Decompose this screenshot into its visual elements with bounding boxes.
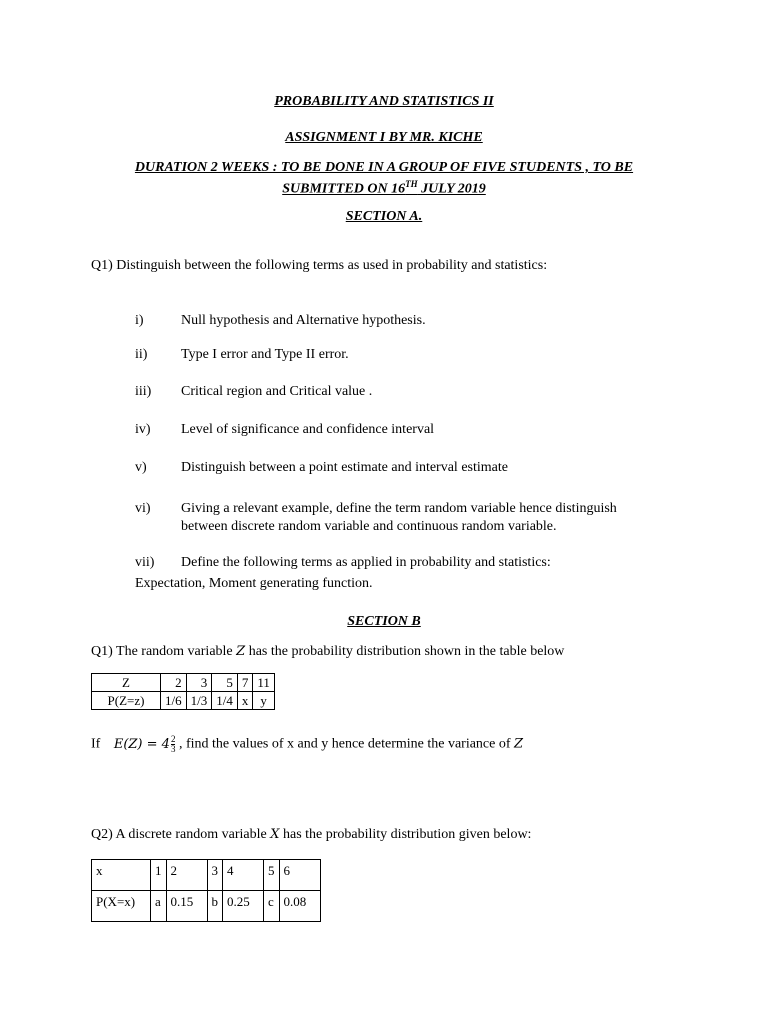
table-cell: x [237, 692, 253, 710]
q2-text-end: has the probability distribution given below: [279, 827, 532, 842]
distribution-table-z [91, 673, 275, 710]
table-cell: 0.25 [223, 891, 264, 922]
table-cell: x [92, 860, 151, 891]
table-cell: 5 [212, 674, 238, 692]
item-text: Distinguish between a point estimate and interval estimate [181, 460, 508, 475]
date-superscript: TH [405, 179, 418, 189]
duration-line-2 [0, 179, 768, 198]
table-row [92, 674, 275, 692]
table-row [92, 860, 321, 891]
duration-line-1: DURATION 2 WEEKS : TO BE DONE IN A GROUP OF FIVE STUDENTS , TO BE [134, 160, 634, 175]
item-number: ii) [135, 347, 148, 362]
item-number: v) [135, 460, 147, 475]
variable-x: X [270, 827, 280, 842]
item-number: i) [135, 313, 144, 328]
table-row [92, 692, 275, 710]
table-cell: b [207, 891, 223, 922]
table-cell: Z [92, 674, 161, 692]
variable-z: Z [514, 736, 524, 752]
table-cell: 1 [151, 860, 167, 891]
item-text-continued: Expectation, Moment generating function. [135, 576, 373, 591]
item-text: Level of significance and confidence interval [181, 422, 435, 437]
item-number: vi) [135, 501, 151, 516]
table-cell: y [253, 692, 275, 710]
expectation-expression: E(Z) = 4 [113, 736, 170, 752]
submit-date-prefix: SUBMITTED ON 16 [282, 181, 406, 197]
table-cell: P(X=x) [92, 891, 151, 922]
item-number: iii) [135, 384, 152, 399]
submit-date-suffix: JULY 2019 [417, 181, 486, 197]
item-text: Define the following terms as applied in probability and statistics: [181, 555, 551, 570]
table-cell: 2 [166, 860, 207, 891]
table-cell: a [151, 891, 167, 922]
fraction-numerator: 2 [170, 734, 176, 744]
table-cell: 3 [207, 860, 223, 891]
section-a-q1: Q1) Distinguish between the following terms as used in probability and statistics: [91, 258, 548, 273]
if-label: If [91, 736, 101, 752]
distribution-table-x [91, 859, 321, 922]
table-cell: 1/4 [212, 692, 238, 710]
table-cell: 5 [264, 860, 280, 891]
section-b-q1 [91, 644, 564, 660]
item-text: Critical region and Critical value . [181, 384, 373, 399]
expectation-line [91, 735, 523, 754]
section-a-title: SECTION A. [345, 209, 423, 224]
fraction-denominator: 3 [170, 744, 176, 754]
table-row [92, 891, 321, 922]
table-cell: c [264, 891, 280, 922]
table-cell: 4 [223, 860, 264, 891]
section-b-title: SECTION B [347, 614, 421, 629]
table-cell: 1/3 [186, 692, 212, 710]
table-cell: 1/6 [161, 692, 187, 710]
section-b-q2 [91, 827, 531, 843]
table-cell: P(Z=z) [92, 692, 161, 710]
table-cell: 0.15 [166, 891, 207, 922]
table-cell: 7 [237, 674, 253, 692]
expectation-text: , find the values of x and y hence determine the variance of [175, 736, 515, 752]
item-text-continued: between discrete random variable and continuous random variable. [181, 519, 557, 534]
table-cell: 3 [186, 674, 212, 692]
item-number: vii) [135, 555, 155, 570]
item-number: iv) [135, 422, 151, 437]
table-cell: 11 [253, 674, 275, 692]
q2-text-start: Q2) A discrete random variable [91, 827, 271, 842]
variable-z: Z [236, 644, 246, 659]
item-text: Type I error and Type II error. [181, 347, 349, 362]
q1-text-start: Q1) The random variable [91, 644, 237, 659]
table-cell: 0.08 [279, 891, 320, 922]
item-text: Giving a relevant example, define the term random variable hence distinguish [181, 501, 617, 516]
table-cell: 6 [279, 860, 320, 891]
assignment-title: ASSIGNMENT I BY MR. KICHE [285, 130, 483, 145]
q1-text-end: has the probability distribution shown in the table below [245, 644, 565, 659]
item-text: Null hypothesis and Alternative hypothesis. [181, 313, 426, 328]
table-cell: 2 [161, 674, 187, 692]
course-title: PROBABILITY AND STATISTICS II [274, 94, 494, 109]
